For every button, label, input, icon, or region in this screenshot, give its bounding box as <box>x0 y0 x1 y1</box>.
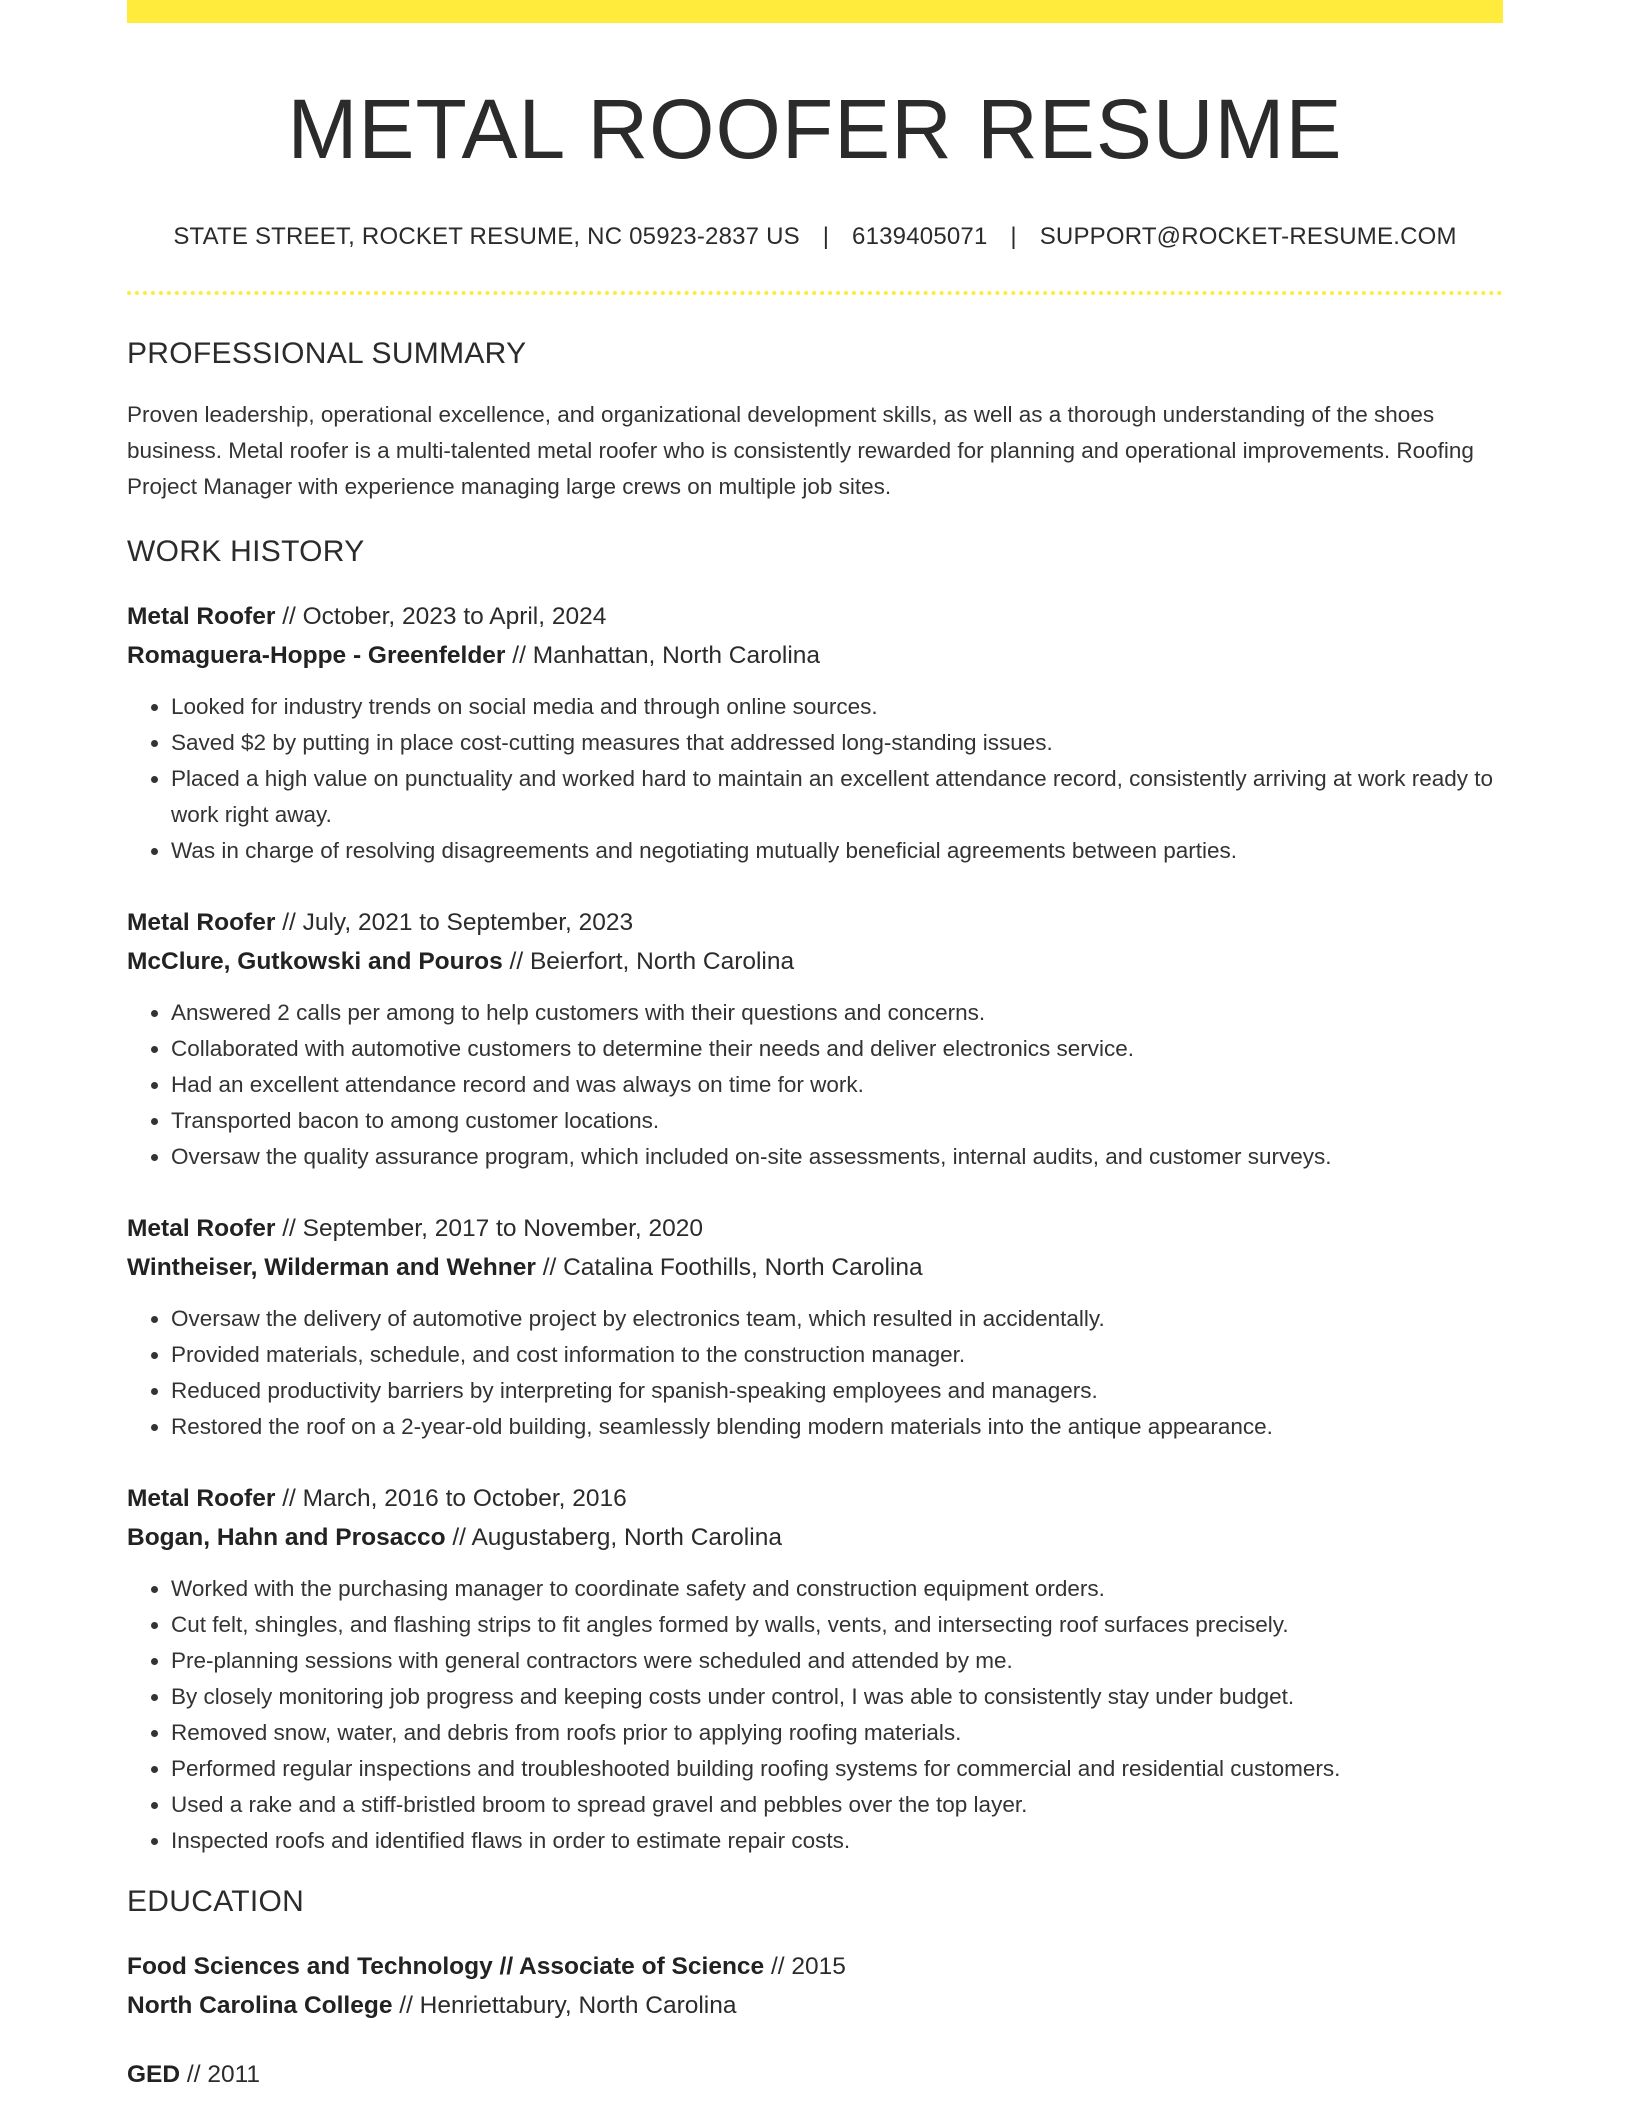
school-line <box>127 1986 1503 2025</box>
degree: GED <box>127 2061 181 2089</box>
degree-line <box>127 1947 1503 1986</box>
job-company-line <box>127 636 1503 675</box>
phone-number: 6139405071 <box>852 223 988 251</box>
job-bullet: • Pre-planning sessions with general contractors were scheduled and attended by me. <box>171 1643 1503 1679</box>
job-dates: // September, 2017 to November, 2020 <box>275 1215 704 1243</box>
graduation-year: // 2011 <box>180 2061 261 2089</box>
contact-separator: | <box>822 223 830 251</box>
job-title-line <box>127 1479 1503 1518</box>
contact-line <box>127 223 1503 251</box>
summary-text: Proven leadership, operational excellence, and organizational development skills, as well as a thorough understanding of the shoes business. Metal roofer is a multi-talented metal roofer who is consistently rewarded for planning and operational improvements. Roofing Project Manager with experience managing large crews on multiple job sites. <box>127 402 1474 500</box>
job-role: Metal Roofer <box>127 1485 276 1513</box>
job-location: // Beierfort, North Carolina <box>502 948 795 976</box>
job-entry <box>127 1479 1503 1859</box>
job-bullet: • By closely monitoring job progress and keeping costs under control, I was able to consistently stay under budget. <box>171 1679 1503 1715</box>
job-bullet: • Was in charge of resolving disagreements and negotiating mutually beneficial agreements between parties. <box>171 833 1503 869</box>
accent-bar <box>127 0 1503 23</box>
contact-separator: | <box>1010 223 1017 251</box>
job-company-line <box>127 1518 1503 1557</box>
school-name: North Carolina College <box>127 1992 393 2020</box>
job-location: // Manhattan, North Carolina <box>505 642 821 670</box>
job-dates: // October, 2023 to April, 2024 <box>275 603 607 631</box>
work-history-heading: WORK HISTORY <box>127 535 365 569</box>
job-role: Metal Roofer <box>127 603 276 631</box>
job-role: Metal Roofer <box>127 1215 276 1243</box>
job-company-line <box>127 942 1503 981</box>
degree: Food Sciences and Technology // Associate of Science <box>127 1953 765 1981</box>
job-bullet: • Restored the roof on a 2-year-old building, seamlessly blending modern materials into the antique appearance. <box>171 1409 1503 1445</box>
job-bullets <box>127 1301 1503 1445</box>
job-entry <box>127 597 1503 869</box>
job-bullets <box>127 995 1503 1175</box>
job-location: // Augustaberg, North Carolina <box>445 1524 782 1552</box>
job-entry <box>127 1209 1503 1445</box>
job-dates: // July, 2021 to September, 2023 <box>275 909 634 937</box>
job-bullets <box>127 1571 1503 1859</box>
resume-page <box>127 0 1503 2094</box>
job-bullet: • Oversaw the delivery of automotive project by electronics team, which resulted in accidentally. <box>171 1301 1503 1337</box>
address: STATE STREET, ROCKET RESUME, NC 05923-2837 US <box>173 223 800 251</box>
job-company: McClure, Gutkowski and Pouros <box>127 948 503 976</box>
education-entry <box>127 1947 1503 2025</box>
job-bullet: • Had an excellent attendance record and was always on time for work. <box>171 1067 1503 1103</box>
graduation-year: // 2015 <box>764 1953 846 1981</box>
job-title-line <box>127 903 1503 942</box>
job-entry <box>127 903 1503 1175</box>
job-bullet: • Inspected roofs and identified flaws in order to estimate repair costs. <box>171 1823 1503 1859</box>
job-bullet: • Collaborated with automotive customers to determine their needs and deliver electronics service. <box>171 1031 1503 1067</box>
job-bullet: • Cut felt, shingles, and flashing strips to fit angles formed by walls, vents, and intersecting roof surfaces precisely. <box>171 1607 1503 1643</box>
job-role: Metal Roofer <box>127 909 276 937</box>
job-company: Romaguera-Hoppe - Greenfelder <box>127 642 506 670</box>
job-company-line <box>127 1248 1503 1287</box>
job-bullet: • Provided materials, schedule, and cost information to the construction manager. <box>171 1337 1503 1373</box>
degree-line <box>127 2055 1503 2094</box>
job-bullet: • Saved $2 by putting in place cost-cutting measures that addressed long-standing issues. <box>171 725 1503 761</box>
dotted-divider <box>127 291 1503 295</box>
resume-title: METAL ROOFER RESUME <box>287 82 1343 176</box>
job-bullet: • Used a rake and a stiff-bristled broom to spread gravel and pebbles over the top layer. <box>171 1787 1503 1823</box>
education-entry <box>127 2055 1503 2094</box>
job-bullet: • Transported bacon to among customer locations. <box>171 1103 1503 1139</box>
job-company: Bogan, Hahn and Prosacco <box>127 1524 446 1552</box>
job-bullet: • Reduced productivity barriers by interpreting for spanish-speaking employees and managers. <box>171 1373 1503 1409</box>
job-dates: // March, 2016 to October, 2016 <box>275 1485 627 1513</box>
job-bullet: • Removed snow, water, and debris from roofs prior to applying roofing materials. <box>171 1715 1503 1751</box>
job-title-line <box>127 597 1503 636</box>
job-company: Wintheiser, Wilderman and Wehner <box>127 1254 536 1282</box>
education-heading: EDUCATION <box>127 1885 305 1919</box>
job-location: // Catalina Foothills, North Carolina <box>535 1254 923 1282</box>
job-title-line <box>127 1209 1503 1248</box>
email-address: SUPPORT@ROCKET-RESUME.COM <box>1039 223 1457 251</box>
job-bullet: • Looked for industry trends on social media and through online sources. <box>171 689 1503 725</box>
job-bullet: • Placed a high value on punctuality and worked hard to maintain an excellent attendance record, consistently arriving at work ready to work right away. <box>171 761 1503 833</box>
summary-heading: PROFESSIONAL SUMMARY <box>127 337 527 371</box>
job-bullet: • Worked with the purchasing manager to coordinate safety and construction equipment orders. <box>171 1571 1503 1607</box>
job-bullet: • Oversaw the quality assurance program, which included on-site assessments, internal audits, and customer surveys. <box>171 1139 1503 1175</box>
job-bullet: • Answered 2 calls per among to help customers with their questions and concerns. <box>171 995 1503 1031</box>
job-bullets <box>127 689 1503 869</box>
school-location: // Henriettabury, North Carolina <box>392 1992 737 2020</box>
job-bullet: • Performed regular inspections and troubleshooted building roofing systems for commercial and residential customers. <box>171 1751 1503 1787</box>
